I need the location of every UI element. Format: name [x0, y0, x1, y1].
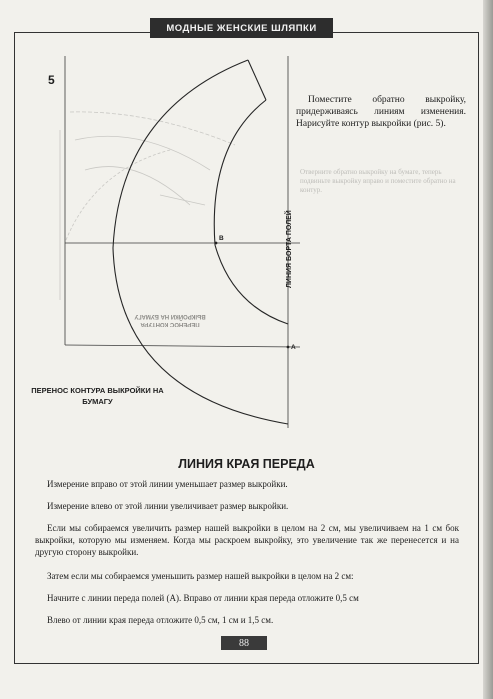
running-header: МОДНЫЕ ЖЕНСКИЕ ШЛЯПКИ: [150, 18, 333, 38]
mirrored-transfer-label: ПЕРЕНОС КОНТУРА ВЫКРОЙКИ НА БУМАГУ: [134, 313, 206, 327]
brim-end-line: [248, 60, 266, 100]
paragraph-2: Измерение влево от этой линии увеличивает размер выкройки.: [47, 501, 289, 511]
paragraph-6: Влево от линии края переда отложите 0,5 см, 1 см и 1,5 см.: [47, 615, 274, 625]
figure-number: 5: [48, 73, 55, 87]
point-b-marker: [215, 242, 218, 245]
point-b-label: В: [219, 235, 224, 242]
section-heading: ЛИНИЯ КРАЯ ПЕРЕДА: [178, 457, 315, 471]
horizontal-line-a: [65, 345, 300, 347]
bleed-through-text: Отверните обратно выкройку на бумаге, теперь подвиньте выкройку вправо и поместите обратно на контур.: [300, 168, 456, 194]
brim-edge-label: ЛИНИЯ БОРТА ПОЛЕЙ: [286, 210, 293, 288]
point-a-label: А: [291, 344, 296, 351]
faint-construction-lines: [60, 112, 235, 300]
page-number: 88: [221, 636, 267, 650]
inner-brim-curve: [214, 100, 288, 324]
figure-instruction: Поместите обратно выкройку, придерживаясь линиям изменения. Нарисуйте контур выкройки (рис. 5).: [296, 95, 466, 129]
paragraph-3: Если мы собираемся увеличить размер нашей выкройки в целом на 2 см, мы увеличиваем на 1 см бок выкройки, которую мы изменяем. Когда мы раскроем выкройку, это увеличение так же перенесется и на другую сторону выкройки.: [35, 523, 459, 557]
paragraph-5: Начните с линии переда полей (А). Вправо от линии края переда отложите 0,5 см: [47, 593, 359, 603]
guide-lines: [65, 56, 300, 428]
paragraph-4: Затем если мы собираемся уменьшить размер нашей выкройки в целом на 2 см:: [47, 571, 354, 581]
point-a-marker: [287, 346, 290, 349]
paragraph-1: Измерение вправо от этой линии уменьшает размер выкройки.: [47, 479, 288, 489]
brim-pattern-outline: [113, 60, 288, 424]
transfer-label: ПЕРЕНОС КОНТУРА ВЫКРОЙКИ НА БУМАГУ: [31, 386, 164, 406]
outer-brim-curve: [113, 60, 288, 424]
